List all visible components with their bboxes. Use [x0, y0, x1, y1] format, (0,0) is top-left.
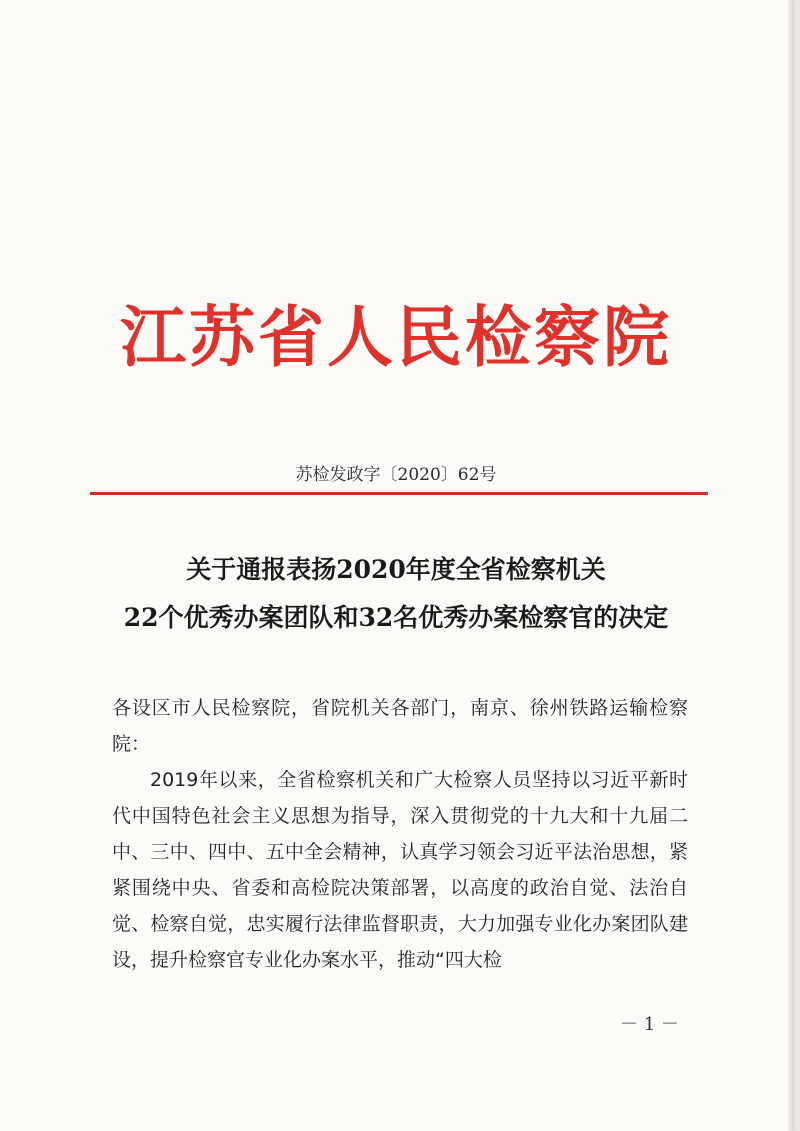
document-title-line-1: 关于通报表扬2020年度全省检察机关: [186, 555, 606, 584]
red-header-divider: [90, 492, 708, 495]
issuing-organization-title: 江苏省人民检察院: [120, 298, 672, 376]
body-paragraph: 2019年以来，全省检察机关和广大检察人员坚持以习近平新时代中国特色社会主义思想为指导，深入贯彻党的十九大和十九届二中、三中、四中、五中全会精神，认真学习领会习近平法治思想，紧紧围绕中央、省委和高检院决策部署，以高度的政治自觉、法治自觉、检察自觉，忠实履行法律监督职责，大力加强专业化办案团队建设，提升检察官专业化办案水平，推动“四大检: [112, 769, 688, 971]
page-number: － 1 －: [620, 1014, 679, 1035]
page-edge-shadow: [788, 0, 792, 1131]
document-title-line-2: 22个优秀办案团队和32名优秀办案检察官的决定: [123, 603, 669, 632]
document-number: 苏检发政字〔2020〕62号: [295, 465, 497, 485]
salutation: 各设区市人民检察院，省院机关各部门，南京、徐州铁路运输检察院：: [112, 697, 688, 755]
